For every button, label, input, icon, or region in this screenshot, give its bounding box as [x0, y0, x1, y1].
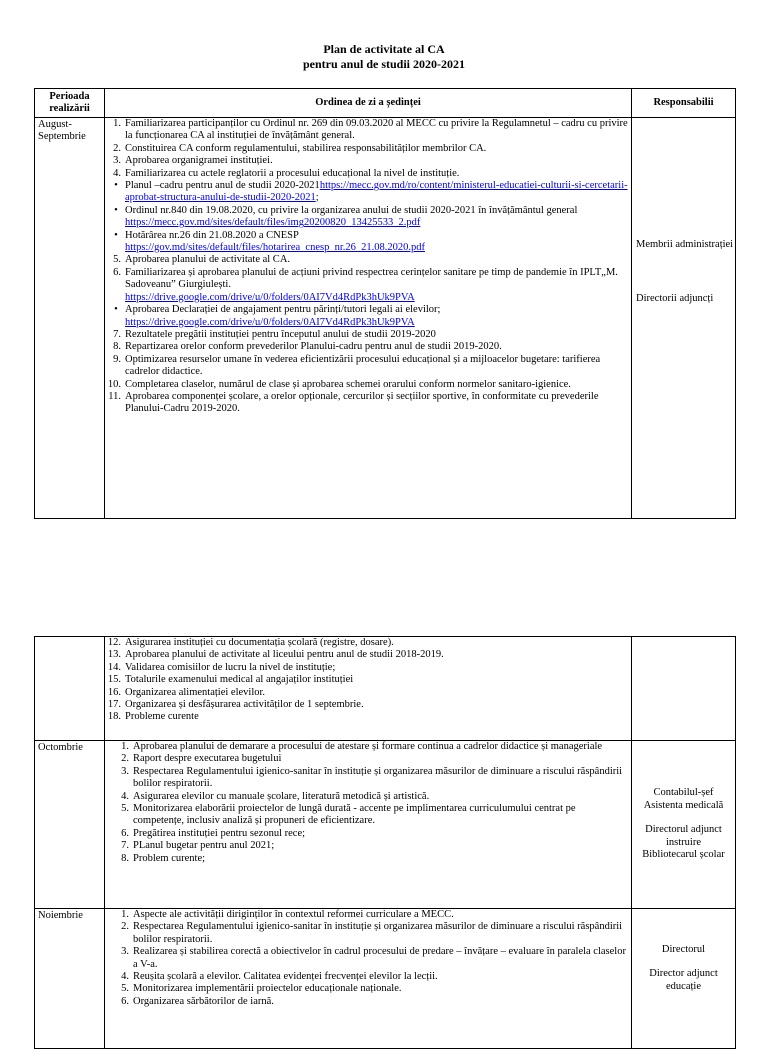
item-number: 10. [107, 378, 121, 390]
bullet-marker: • [114, 304, 118, 316]
item-number: 1. [113, 118, 121, 129]
responsible-line: Directorul [661, 944, 706, 955]
item-text-content: Organizarea și desfășurarea activităților de 1 septembrie. [125, 699, 364, 711]
list-item [105, 649, 631, 661]
list-item [105, 168, 631, 180]
list-item [105, 971, 631, 983]
item-text [125, 649, 631, 661]
list-item [105, 803, 631, 828]
item-text-content: Aprobarea Declarației de angajament pentru părinți/tutori legali ai elevilor; [125, 304, 441, 316]
item-text-content: Constituirea CA conform regulamentului, stabilirea responsabilităților membrilor CA. [125, 142, 487, 154]
responsible-line: Contabilul-șef [653, 787, 714, 799]
item-number: 11. [108, 390, 121, 402]
list-item [105, 341, 631, 353]
item-number: 5. [121, 803, 129, 815]
item-text [125, 267, 631, 304]
agenda-cell [105, 637, 632, 741]
item-text [125, 674, 631, 686]
item-number: 17. [107, 699, 121, 711]
list-item [105, 143, 631, 155]
item-text-content: Monitorizarea implementării proiectelor educaționale naționale. [133, 983, 402, 995]
list-item [105, 828, 631, 840]
list-item [105, 946, 631, 971]
item-text-content: Monitorizarea elaborării proiectelor de lungă durată - accente pe implimentarea curriculumului centrat pe competențe, inclusiv analiză și propuneri de eficientizare. [133, 803, 576, 827]
item-number: 2. [121, 921, 129, 933]
item-text [125, 379, 631, 391]
responsible-line: Membrii administrației [636, 239, 734, 250]
item-number: 7. [113, 328, 121, 340]
item-number: 5. [113, 254, 121, 266]
item-text [133, 753, 631, 765]
item-text-content: Organizarea alimentației elevilor. [125, 686, 266, 698]
item-number: 14. [107, 661, 121, 673]
item-text [133, 996, 631, 1008]
item-text-content: Repartizarea orelor conform prevederilor Planului-cadru pentru anul de studii 2019-2020. [125, 341, 502, 353]
period-cell: August-Septembrie [35, 118, 105, 519]
item-number: 2. [121, 753, 129, 765]
item-text [125, 254, 631, 266]
item-text-content: Familiarizarea cu actele reglatorii a procesului educațional la nivel de instituție. [125, 167, 460, 179]
item-text [125, 304, 631, 329]
responsible-cell [632, 909, 736, 1049]
item-number: 3. [113, 155, 121, 167]
item-text [133, 766, 631, 791]
list-item [105, 329, 631, 341]
bullet-marker: • [114, 229, 118, 241]
agenda-cell [105, 741, 632, 909]
responsible-line: Bibliotecarul școlar [642, 849, 725, 861]
item-text [125, 391, 631, 416]
bullet-marker: • [114, 180, 118, 192]
item-text-content: Aprobarea organigramei instituției. [125, 155, 273, 167]
item-text-content: Reușita școlară a elevilor. Calitatea evidenței frecvenței elevilor la lecții. [133, 971, 438, 983]
list-item [105, 267, 631, 304]
item-text-content: Familiarizarea și aprobarea planului de acțiuni privind respectrea cerințelor sanitare pe timp de pandemie în IPLT„M. Sadoveanu” Giurgiulești. [125, 266, 618, 291]
item-text-content: Aprobarea planului de activitate al liceului pentru anul de studii 2018-2019. [125, 649, 444, 661]
item-text-content: Familiarizarea participanților cu Ordinul nr. 269 din 09.03.2020 al MECC cu privire la Regulamnetul – cadru cu privire la funcționarea CA al instituției de învățământ general. [125, 118, 628, 142]
item-number: 13. [107, 649, 121, 661]
agenda-cell [105, 118, 632, 519]
item-number: 3. [121, 946, 129, 958]
list-item [105, 304, 631, 329]
item-text [125, 118, 631, 143]
item-text-content: Problem curente; [133, 852, 206, 864]
item-text [125, 354, 631, 379]
item-text [125, 699, 631, 711]
item-text [125, 155, 631, 167]
item-text [133, 791, 631, 803]
item-text [133, 983, 631, 995]
responsible-cell [632, 118, 736, 519]
table-row-november [35, 909, 736, 1049]
item-text [133, 971, 631, 983]
item-number: 2. [113, 142, 121, 154]
item-text [125, 637, 631, 649]
table-row-august-september [35, 118, 736, 519]
list-item [105, 921, 631, 946]
item-text-content: Optimizarea resurselor umane în vederea eficientizării procesului educațional și a mijloacelor bugetare: tarifierea cadrelor didactice. [125, 353, 601, 378]
item-text [133, 803, 631, 828]
item-text [125, 230, 631, 255]
list-item [105, 637, 631, 649]
item-text [125, 711, 631, 723]
item-number: 3. [121, 765, 129, 777]
item-text-content: PLanul bugetar pentru anul 2021; [133, 840, 275, 852]
item-text [125, 168, 631, 180]
item-text-content: Respectarea Regulamentului igienico-sanitar în instituție și organizarea măsurilor de diminuare a riscului răspândirii bolilor respiratorii. [133, 921, 623, 945]
list-item [105, 996, 631, 1008]
table-header-row [35, 89, 736, 118]
item-text-content: Asigurarea instituției cu documentația școlară (registre, dosare). [125, 637, 394, 648]
item-number: 7. [121, 840, 129, 852]
item-text-content: Planul –cadru pentru anul de studii 2020-2021 [125, 180, 320, 192]
list-item [105, 741, 631, 753]
item-number: 8. [121, 852, 129, 864]
item-text-content: Aprobarea planului de demarare a procesului de atestare și formare continua a cadrelor didactice și manageriale [133, 741, 603, 752]
item-number: 4. [113, 167, 121, 179]
item-text-content: Aspecte ale activității diriginților în contextul reformei curriculare a MECC. [133, 909, 454, 920]
header-period: Perioada realizării [35, 89, 105, 118]
responsible-line: Directorul adjunct [645, 824, 722, 836]
item-text-content: Realizarea și stabilirea corectă a obiectivelor în cadrul procesului de predare – învățare – evaluare în paralela claselor a V-a. [133, 946, 626, 970]
item-number: 1. [121, 909, 129, 920]
list-item [105, 254, 631, 266]
hyperlink[interactable]: https://mecc.gov.md/ro/content/ministerul-educatiei-culturii-si-cercetarii-aprobat-structura-anului-de-studii-2020-2021 [125, 180, 628, 204]
list-item [105, 753, 631, 765]
item-text-content: Rezultatele pregătii instituției pentru începutul anului de studii 2019-2020 [125, 328, 436, 340]
responsible-line: educație [666, 980, 701, 992]
responsible-cell [632, 637, 736, 741]
responsible-cell [632, 741, 736, 909]
item-text-content: Aprobarea planului de activitate al CA. [125, 254, 291, 266]
document-title [0, 42, 768, 72]
list-item [105, 230, 631, 255]
list-item [105, 118, 631, 143]
list-item [105, 687, 631, 699]
list-item [105, 674, 631, 686]
item-number: 4. [121, 790, 129, 802]
item-number: 15. [107, 674, 121, 686]
activity-plan-table-continued [34, 636, 736, 1049]
item-text [133, 946, 631, 971]
item-text-content: Organizarea sărbătorilor de iarnă. [133, 995, 274, 1007]
period-cell: Noiembrie [35, 909, 105, 1049]
responsible-line: Asistenta medicală [643, 799, 724, 811]
table-row-october [35, 741, 736, 909]
item-number: 6. [113, 266, 121, 278]
item-number: 8. [113, 341, 121, 353]
list-item [105, 983, 631, 995]
list-item [105, 391, 631, 416]
hyperlink[interactable]: https://drive.google.com/drive/u/0/folders/0AI7Vd4RdPk3hUk9PVA [125, 291, 415, 303]
responsible-line: Directorii adjuncți [636, 293, 714, 305]
list-item [105, 791, 631, 803]
list-item [105, 711, 631, 723]
hyperlink[interactable]: https://gov.md/sites/default/files/hotarirea_cnesp_nr.26_21.08.2020.pdf [125, 242, 425, 254]
item-text [125, 662, 631, 674]
item-text-content: Validarea comisiilor de lucru la nivel de instituție; [125, 661, 336, 673]
item-text [125, 180, 631, 205]
title-line-1: Plan de activitate al CA [323, 42, 445, 56]
item-number: 6. [121, 827, 129, 839]
title-line-2: pentru anul de studii 2020-2021 [302, 57, 466, 71]
item-text [133, 741, 631, 753]
item-text [133, 840, 631, 852]
item-text-content: Hotărârea nr.26 din 21.08.2020 a CNESP [125, 229, 299, 241]
list-item [105, 155, 631, 167]
activity-plan-table [34, 88, 736, 519]
item-text-content: Probleme curente [125, 711, 199, 723]
item-number: 9. [113, 353, 121, 365]
table-row-august-september-continued [35, 637, 736, 741]
item-number: 6. [121, 995, 129, 1007]
item-text [133, 909, 631, 921]
item-text [125, 687, 631, 699]
item-text [133, 828, 631, 840]
item-text [133, 853, 631, 865]
header-responsible: Responsabilii [632, 89, 736, 118]
item-number: 16. [107, 686, 121, 698]
hyperlink[interactable]: https://drive.google.com/drive/u/0/folders/0AI7Vd4RdPk3hUk9PVA [125, 316, 415, 328]
bullet-marker: • [114, 204, 118, 216]
period-cell: Octombrie [35, 741, 105, 909]
item-text-content: Aprobarea componenței școlare, a orelor opționale, cercurilor și secțiilor sportive, în conformitate cu prevederile Planului-Cadru 2019-2020. [125, 390, 599, 415]
header-agenda: Ordinea de zi a ședinței [105, 89, 632, 118]
item-text-content: Raport despre executarea bugetului [133, 753, 282, 765]
item-number: 12. [107, 637, 121, 648]
responsible-line: Director adjunct [649, 968, 718, 980]
item-number: 4. [121, 971, 129, 983]
agenda-cell [105, 909, 632, 1049]
item-text-content: Ordinul nr.840 din 19.08.2020, cu privire la organizarea anului de studii 2020-2021 în învățământul general [125, 204, 578, 216]
list-item [105, 205, 631, 230]
item-text-content: Totalurile examenului medical al angajaților instituției [125, 674, 354, 686]
hyperlink[interactable]: https://mecc.gov.md/sites/default/files/img20200820_13425533_2.pdf [125, 217, 421, 229]
item-number: 5. [121, 983, 129, 995]
item-text [125, 341, 631, 353]
item-text [125, 205, 631, 230]
item-text-content: Respectarea Regulamentului igienico-sanitar în instituție și organizarea măsurilor de diminuare a riscului răspândirii bolilor respiratorii. [133, 765, 623, 790]
responsible-line: instruire [666, 836, 701, 848]
list-item [105, 909, 631, 921]
item-text [125, 143, 631, 155]
item-text-content: Pregătirea instituției pentru sezonul rece; [133, 827, 306, 839]
item-text-content: Asigurarea elevilor cu manuale școlare, literatură metodică și artistică. [133, 790, 430, 802]
list-item [105, 662, 631, 674]
item-text-content: Completarea claselor, numărul de clase și aprobarea schemei orarului conform normelor sanitaro-igienice. [125, 378, 571, 390]
item-number: 18. [107, 711, 121, 723]
list-item [105, 699, 631, 711]
list-item [105, 354, 631, 379]
item-number: 1. [121, 741, 129, 752]
item-text [125, 329, 631, 341]
list-item [105, 853, 631, 865]
list-item [105, 766, 631, 791]
list-item [105, 840, 631, 852]
list-item [105, 180, 631, 205]
link-suffix: ; [315, 192, 319, 204]
list-item [105, 379, 631, 391]
item-text [133, 921, 631, 946]
period-cell [35, 637, 105, 741]
